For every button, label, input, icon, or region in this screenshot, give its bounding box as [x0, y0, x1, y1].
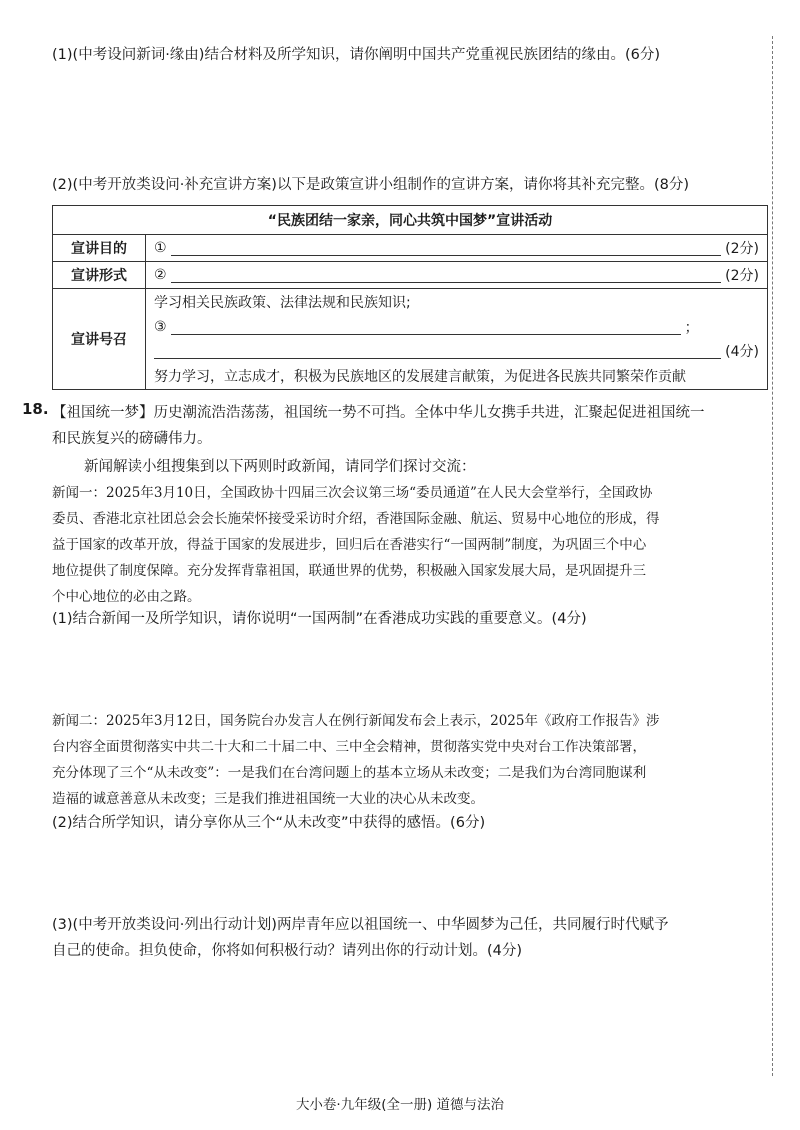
news-2-line: 造福的诚意善意从未改变；三是我们推进祖国统一大业的决心从未改变。: [52, 791, 484, 807]
blank-marker-1: ①: [154, 240, 167, 256]
score-label-3: (4分): [725, 344, 759, 360]
question-18-number: 18.: [22, 400, 49, 418]
question-18-part-3-line-1: (3)(中考开放类设问·列出行动计划)两岸青年应以祖国统一、中华圆梦为己任，共同履行时代赋予: [52, 917, 669, 933]
question-18-intro-1: 【祖国统一梦】历史潮流浩浩荡荡，祖国统一势不可挡。全体中华儿女携手共进，汇聚起促进祖国统一: [52, 405, 705, 421]
answer-blank-3-cont[interactable]: [154, 343, 721, 359]
table-row-form: [53, 262, 768, 289]
slogan-semicolon: ；: [684, 320, 699, 336]
question-18-part-1: (1)结合新闻一及所学知识，请你说明“一国两制”在香港成功实践的重要意义。(4分): [52, 611, 587, 627]
row-label-slogan: 宣讲号召: [53, 289, 146, 390]
answer-blank-3[interactable]: [171, 319, 681, 335]
question-18-part-2: (2)结合所学知识，请分享你从三个“从未改变”中获得的感悟。(6分): [52, 815, 486, 831]
news-1-line: 地位提供了制度保障。充分发挥背靠祖国，联通世界的优势，积极融入国家发展大局，是巩固提升三: [52, 563, 646, 579]
row-label-form: 宣讲形式: [53, 262, 146, 289]
answer-blank-1[interactable]: [171, 240, 722, 256]
row-label-purpose: 宣讲目的: [53, 235, 146, 262]
question-18-intro-2: 和民族复兴的磅礴伟力。: [52, 431, 212, 447]
question-17-part-2: (2)(中考开放类设问·补充宣讲方案)以下是政策宣讲小组制作的宣讲方案，请你将其补充完整。(8分): [52, 177, 689, 193]
blank-marker-2: ②: [154, 267, 167, 283]
blank-marker-3: ③: [154, 319, 167, 335]
table-row-purpose: [53, 235, 768, 262]
answer-blank-2[interactable]: [171, 267, 722, 283]
news-2-line: 台内容全面贯彻落实中共二十大和二十届二中、三中全会精神，贯彻落实党中央对台工作决策部署，: [52, 739, 646, 755]
news-1-line: 益于国家的改革开放，得益于国家的发展进步，回归后在香港实行“一国两制”制度，为巩固三个中心: [52, 537, 647, 553]
news-2-line: 新闻二：2025年3月12日，国务院台办发言人在例行新闻发布会上表示，2025年《政府工作报告》涉: [52, 713, 660, 729]
score-label-2: (2分): [725, 268, 759, 284]
page-footer: 大小卷·九年级(全一册) 道德与法治: [295, 1097, 505, 1113]
binding-dashed-line: [772, 36, 773, 1076]
question-18-part-3-line-2: 自己的使命。担负使命，你将如何积极行动？请列出你的行动计划。(4分): [52, 943, 523, 959]
news-1-line: 新闻一：2025年3月10日，全国政协十四届三次会议第三场“委员通道”在人民大会堂举行，全国政协: [52, 485, 653, 501]
news-1-line: 委员、香港北京社团总会会长施荣怀接受采访时介绍，香港国际金融、航运、贸易中心地位的形成，得: [52, 511, 660, 527]
slogan-line-4: 努力学习，立志成才，积极为民族地区的发展建言献策，为促进各民族共同繁荣作贡献: [154, 369, 686, 385]
score-label-1: (2分): [725, 241, 759, 257]
table-title: “民族团结一家亲，同心共筑中国梦”宣讲活动: [53, 206, 768, 235]
news-2-line: 充分体现了三个“从未改变”：一是我们在台湾问题上的基本立场从未改变；二是我们为台湾同胞谋利: [52, 765, 647, 781]
question-17-part-1: (1)(中考设问新词·缘由)结合材料及所学知识，请你阐明中国共产党重视民族团结的缘由。(6分): [52, 47, 660, 63]
table-row-slogan: [53, 289, 768, 390]
news-1-line: 个中心地位的必由之路。: [52, 589, 201, 605]
slogan-line-1: 学习相关民族政策、法律法规和民族知识;: [154, 295, 411, 311]
lecture-plan-table: [52, 205, 768, 390]
question-18-lead: 新闻解读小组搜集到以下两则时政新闻，请同学们探讨交流：: [84, 459, 476, 475]
